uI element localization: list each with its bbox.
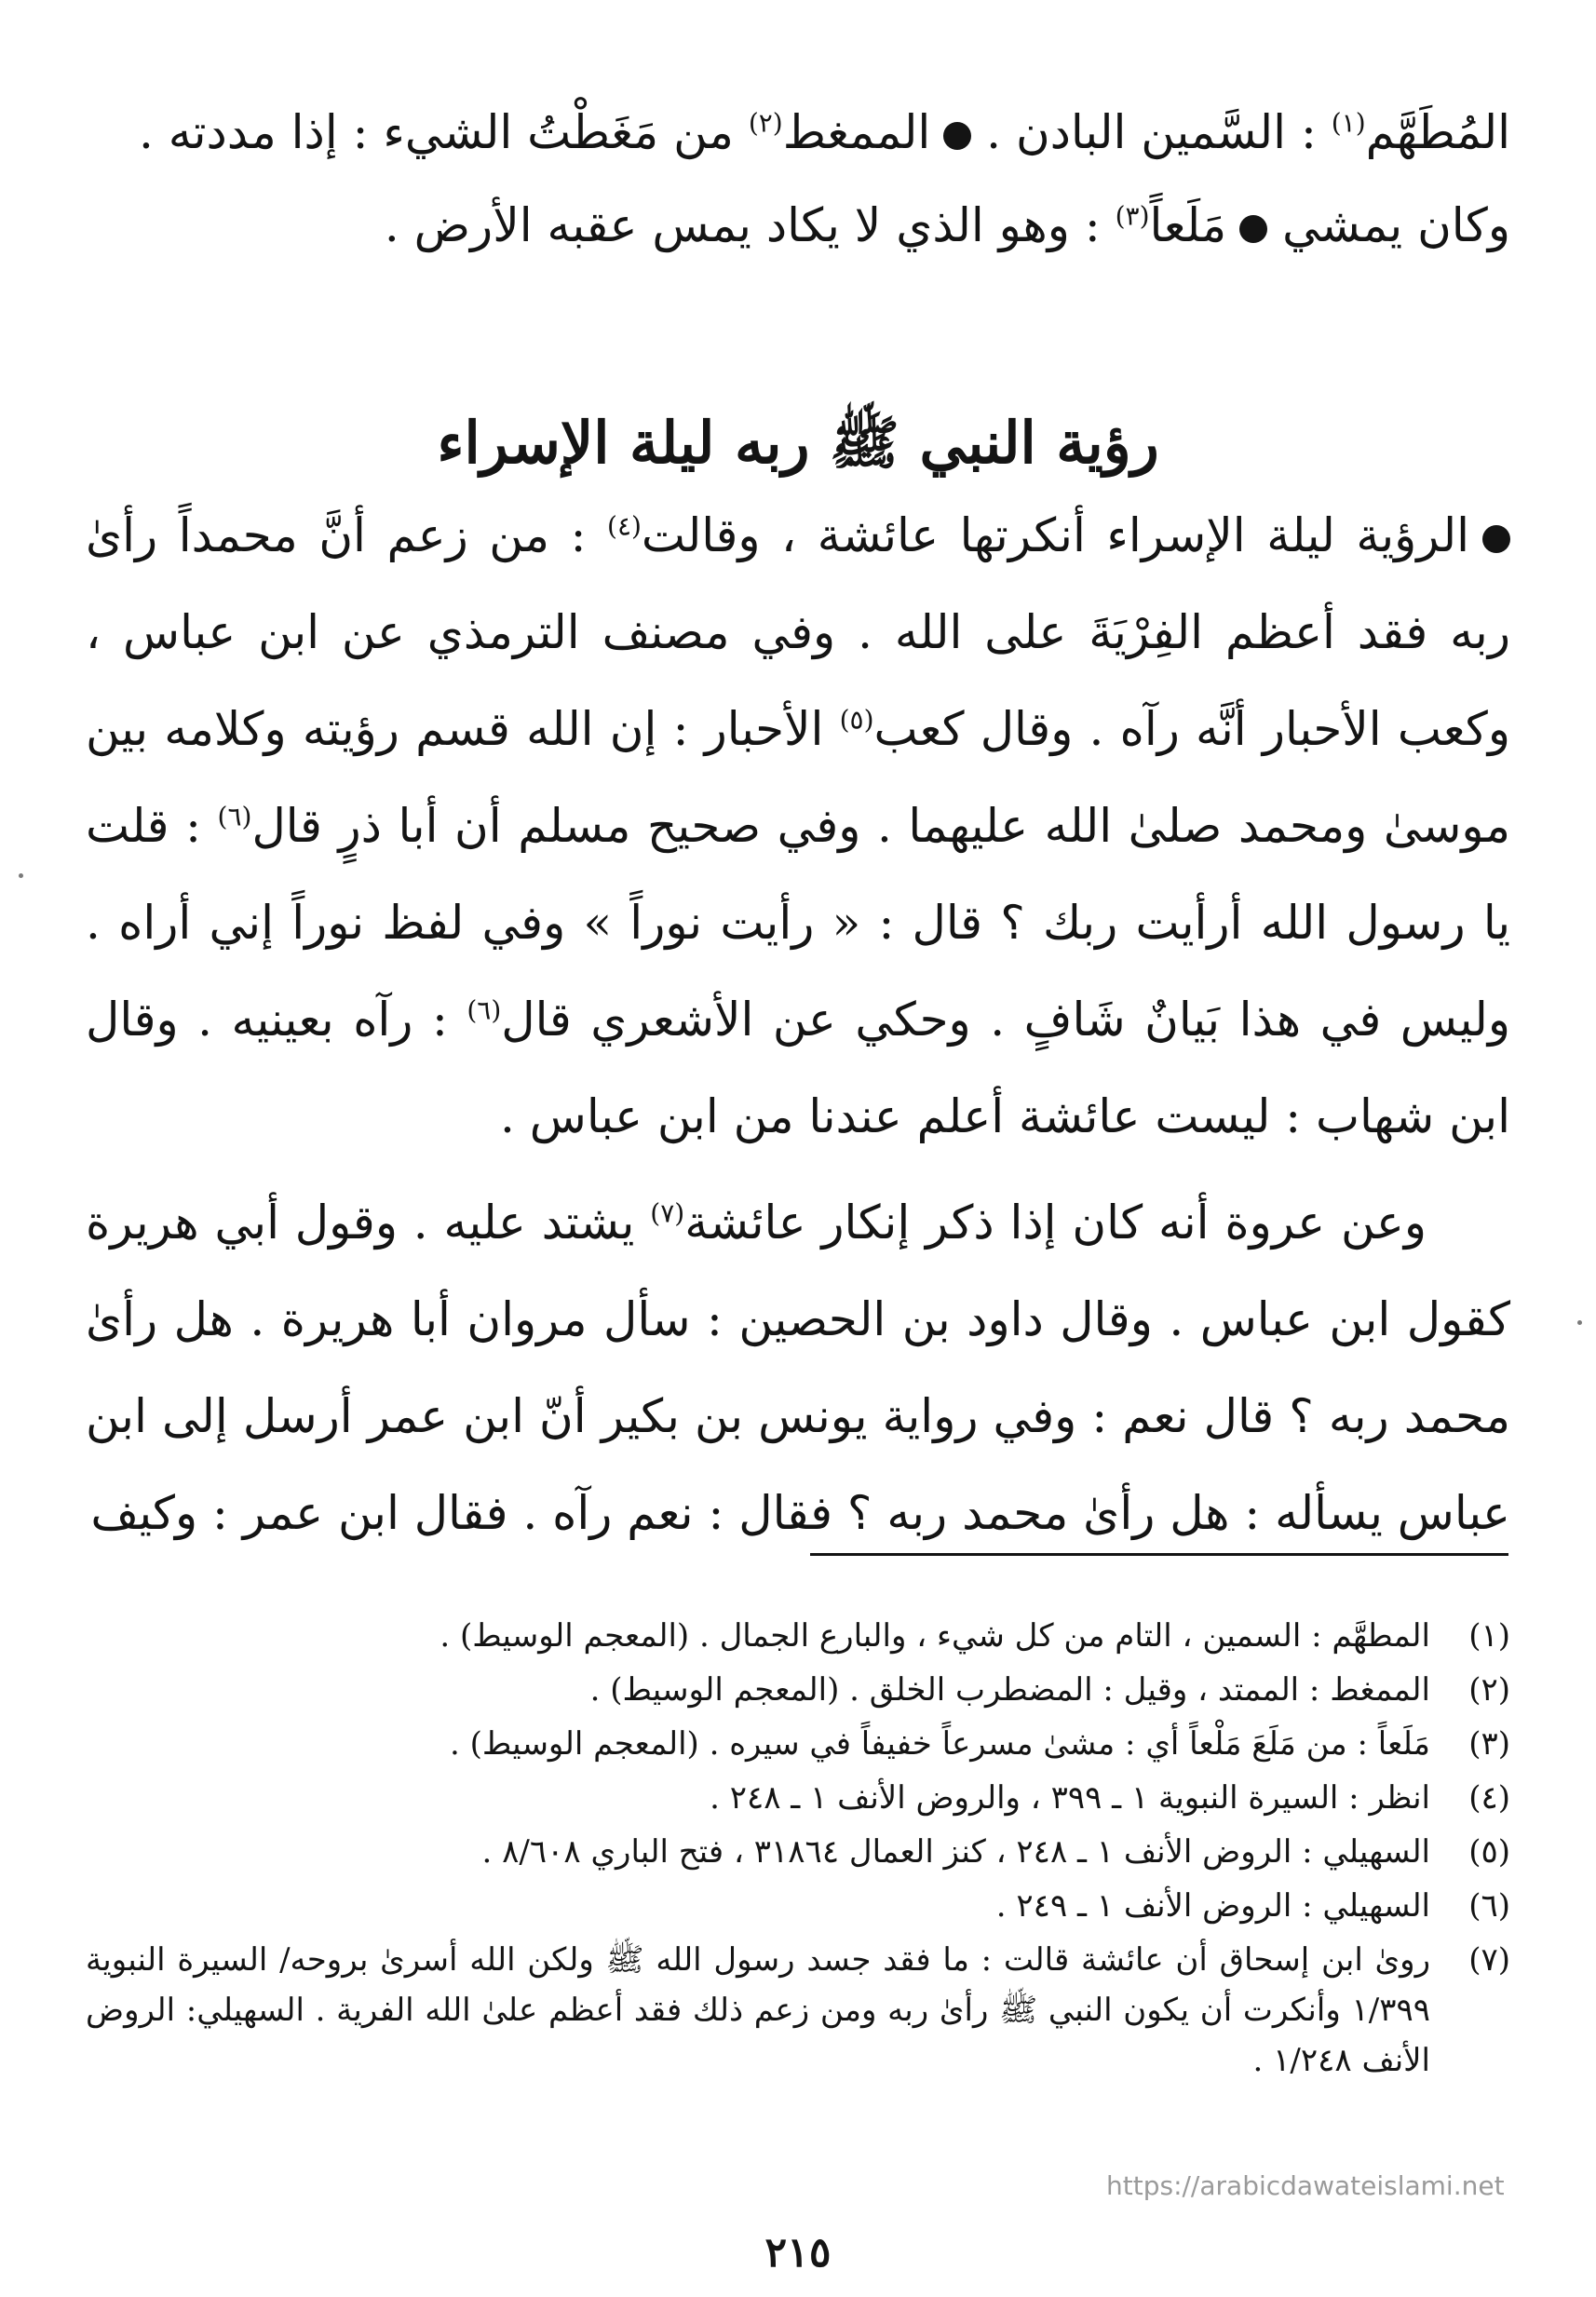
- definition-text: من مَغَطْتُ الشيء : إذا مددته .: [138, 105, 749, 159]
- main-text: [86, 487, 1510, 1571]
- footnote-text: روىٰ ابن إسحاق أن عائشة قالت : ما فقد جسد رسول الله ﷺ ولكن الله أسرىٰ بروحه/ السيرة النبوية ١/٣٩٩ وأنكرت أن يكون النبي ﷺ رأىٰ ربه ومن زعم ذلك فقد أعظم علىٰ الله الفرية . السهيلي: الروض الأنف ١/٢٤٨ .: [86, 1941, 1430, 2079]
- defined-word-mumaghghat: الممغط: [782, 105, 931, 159]
- defined-word-mutahham: المُطَهَّم: [1365, 105, 1510, 159]
- paragraph-text: الرؤية ليلة الإسراء أنكرتها عائشة ، وقالت: [641, 508, 1469, 562]
- footnote-number: (٦): [1468, 1887, 1510, 1925]
- footnote-1: [86, 1611, 1510, 1661]
- paragraph-2: [86, 1174, 1510, 1561]
- footnote-number: (١): [1468, 1617, 1510, 1655]
- paragraph-text: : قلت يا رسول الله أرأيت ربك ؟ قال : « رأيت نوراً » وفي لفظ نوراً إني أراه . وليس في هذا بَيانٌ شَافٍ . وحكي عن الأشعري قال: [86, 799, 1510, 1047]
- footnote-text: السهيلي : الروض الأنف ١ ـ ٢٤٨ ، كنز العمال ٣١٨٦٤ ، فتح الباري ٨/٦٠٨ .: [481, 1833, 1430, 1871]
- defined-word-mala: مَلَعاً: [1149, 198, 1227, 252]
- bullet-icon: [1482, 525, 1510, 553]
- scan-speck: [1577, 1320, 1582, 1325]
- definition-text: : وهو الذي لا يكاد يمس عقبه الأرض .: [384, 198, 1116, 252]
- footnote-ref[interactable]: (٦): [467, 994, 502, 1026]
- bullet-icon: [1239, 215, 1267, 243]
- footnote-divider: [810, 1553, 1508, 1556]
- intro-line-1: [95, 86, 1510, 179]
- footnote-text: انظر : السيرة النبوية ١ ـ ٣٩٩ ، والروض الأنف ١ ـ ٢٤٨ .: [710, 1779, 1430, 1817]
- footnote-number: (٤): [1468, 1779, 1510, 1817]
- footnote-7: [86, 1935, 1510, 2086]
- paragraph-text: : من زعم أنَّ محمداً رأىٰ ربه فقد أعظم الفِرْيَةَ على الله . وفي مصنف الترمذي عن ابن عباس ، وكعب الأحبار أنَّه رآه . وقال كعب: [86, 508, 1510, 756]
- intro-line-2: [95, 179, 1510, 272]
- paragraph-text: يشتد عليه . وقول أبي هريرة كقول ابن عباس . وقال داود بن الحصين : سأل مروان أبا هريرة . هل رأىٰ محمد ربه ؟ قال نعم : وفي رواية يونس بن بكير أنّ ابن عمر أرسل إلى ابن عباس يسأله : هل رأىٰ محمد ربه ؟ فقال : نعم رآه . فقال ابن عمر : وكيف: [86, 1196, 1510, 1540]
- footnote-number: (٥): [1468, 1833, 1510, 1871]
- footnote-ref[interactable]: (٦): [217, 801, 252, 832]
- footnote-text: المطهَّم : السمين ، التام من كل شيء ، والبارع الجمال . (المعجم الوسيط) .: [440, 1617, 1430, 1655]
- footnote-ref[interactable]: (٥): [839, 704, 874, 736]
- footnote-ref[interactable]: (٤): [607, 510, 642, 542]
- footnote-2: [86, 1665, 1510, 1715]
- footnote-text: الممغط : الممتد ، وقيل : المضطرب الخلق . (المعجم الوسيط) .: [589, 1671, 1430, 1709]
- paragraph-text: وعن عروة أنه كان إذا ذكر إنكار عائشة: [684, 1196, 1427, 1250]
- footnote-5: [86, 1827, 1510, 1877]
- footnote-number: (٢): [1468, 1671, 1510, 1709]
- footnote-ref[interactable]: (٢): [748, 107, 783, 139]
- footnote-number: (٧): [1468, 1941, 1510, 1979]
- footnote-ref[interactable]: (١): [1331, 107, 1366, 139]
- footnote-3: [86, 1719, 1510, 1769]
- footnote-number: (٣): [1468, 1725, 1510, 1763]
- section-heading: رؤية النبي ﷺ ربه ليلة الإسراء: [437, 408, 1159, 477]
- watermark-url: https://arabicdawateislami.net: [1106, 2170, 1505, 2201]
- footnote-6: [86, 1881, 1510, 1931]
- footnotes: [86, 1611, 1510, 2089]
- footnote-text: السهيلي : الروض الأنف ١ ـ ٢٤٩ .: [995, 1887, 1430, 1925]
- footnote-ref[interactable]: (٣): [1115, 200, 1150, 232]
- paragraph-1: [86, 487, 1510, 1165]
- bullet-icon: [943, 122, 971, 150]
- footnote-4: [86, 1773, 1510, 1823]
- footnote-text: مَلَعاً : من مَلَعَ مَلْعاً أي : مشىٰ مسرعاً خفيفاً في سيره . (المعجم الوسيط) .: [450, 1725, 1430, 1763]
- footnote-ref[interactable]: (٧): [650, 1197, 685, 1229]
- paragraph-text: الأحبار : إن الله قسم رؤيته وكلامه بين موسىٰ ومحمد صلىٰ الله عليهما . وفي صحيح مسلم أن أبا ذرٍ قال: [86, 702, 1511, 853]
- page-number: ٢١٥: [764, 2229, 832, 2277]
- definition-text: : السَّمين البادن .: [971, 105, 1332, 159]
- intro-definitions: [95, 86, 1510, 272]
- scan-speck: [19, 873, 23, 878]
- paragraph-text: : رآه بعينيه . وقال ابن شهاب : ليست عائشة أعلم عندنا من ابن عباس .: [86, 993, 1510, 1143]
- intro-text: وكان يمشي: [1267, 198, 1510, 252]
